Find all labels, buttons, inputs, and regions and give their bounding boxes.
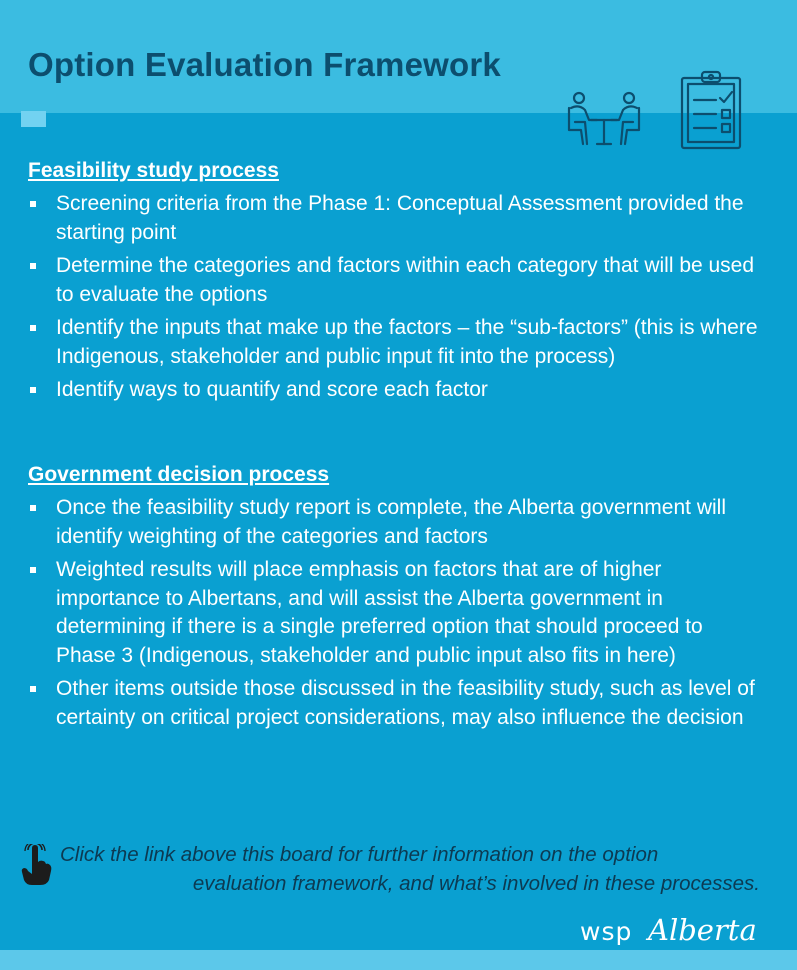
list-item-text: Screening criteria from the Phase 1: Conceptual Assessment provided the starting point [56,192,744,244]
bullet-square-icon [30,263,36,269]
list-item-text: Identify the inputs that make up the factors – the “sub-factors” (this is where Indigenous, stakeholder and public input fit into the process) [56,316,758,368]
section-feasibility [28,158,768,410]
accent-square [21,111,46,127]
bullet-square-icon [30,387,36,393]
footnote [60,840,760,898]
list-item-text: Once the feasibility study report is complete, the Alberta government will identify weighting of the categories and factors [56,496,726,548]
list-item [28,675,768,732]
list-item [28,494,768,551]
section-heading: Feasibility study process [28,159,279,182]
bullet-square-icon [30,325,36,331]
list-item [28,556,768,670]
bullet-list [28,494,768,732]
pointing-hand-icon [20,844,52,886]
list-item-text: Identify ways to quantify and score each factor [56,378,488,401]
footnote-line-2: evaluation framework, and what’s involved in these processes. [192,872,760,895]
list-item [28,314,768,371]
list-item-text: Determine the categories and factors within each category that will be used to evaluate the options [56,254,755,306]
bullet-square-icon [30,505,36,511]
list-item-text: Other items outside those discussed in the feasibility study, such as level of certainty on critical project considerations, may also influence the decision [56,677,755,729]
page-title: Option Evaluation Framework [28,46,501,83]
meeting-icon [565,90,643,146]
list-item [28,190,768,247]
bullet-list [28,190,768,405]
wsp-logo: wsp [580,917,633,946]
footnote-line-1: Click the link above this board for further information on the option [60,843,659,866]
section-heading: Government decision process [28,463,330,486]
footer-band [0,950,797,970]
bullet-square-icon [30,686,36,692]
bullet-square-icon [30,567,36,573]
alberta-logo: Alberta [648,913,757,947]
list-item-text: Weighted results will place emphasis on factors that are of higher importance to Albertans, and will assist the Alberta government in determining if there is a single preferred option that should proceed to Phase 3 (Indigenous, stakeholder and public input also fits in here) [56,558,703,667]
bullet-square-icon [30,201,36,207]
section-government [28,462,768,737]
list-item [28,376,768,405]
list-item [28,252,768,309]
checklist-clipboard-icon [680,70,742,150]
